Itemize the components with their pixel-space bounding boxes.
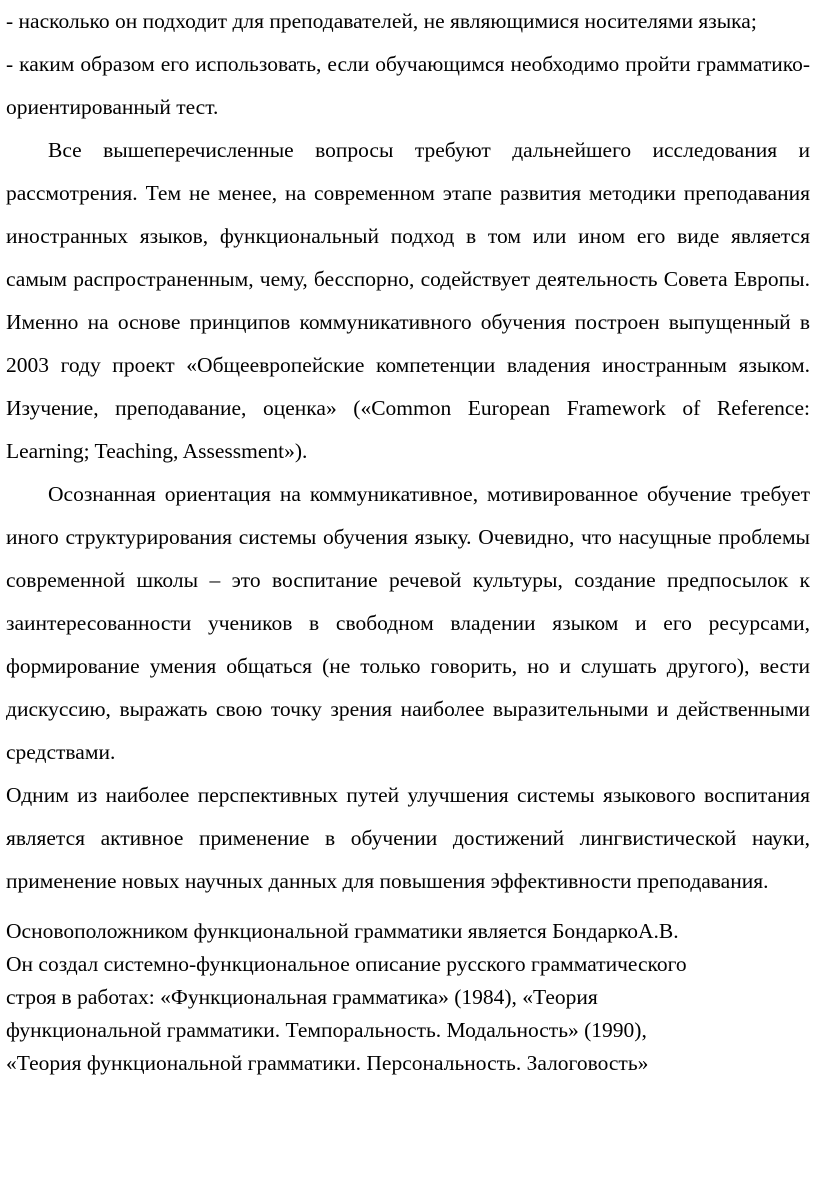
- closing-line: Основоположником функциональной грамматики является БондаркоА.В.: [6, 919, 679, 943]
- closing-line: функциональной грамматики. Темпоральность. Модальность» (1990),: [6, 1018, 647, 1042]
- closing-line: «Теория функциональной грамматики. Персональность. Залоговость»: [6, 1051, 649, 1075]
- list-item: - насколько он подходит для преподавателей, не являющимися носителями языка;: [6, 9, 757, 33]
- list-item: - каким образом его использовать, если обучающимся необходимо пройти грамматико-ориентированный тест.: [6, 52, 810, 119]
- closing-block: [6, 915, 810, 1080]
- document-body: [6, 0, 810, 903]
- closing-line: Он создал системно-функциональное описание русского грамматического: [6, 952, 687, 976]
- paragraph: Осознанная ориентация на коммуникативное, мотивированное обучение требует иного структурирования системы обучения языку. Очевидно, что насущные проблемы современной школы – это воспитание речевой культуры, создание предпосылок к заинтересованности учеников в свободном владении языком и его ресурсами, формирование умения общаться (не только говорить, но и слушать другого), вести дискуссию, выражать свою точку зрения наиболее выразительными и действенными средствами.: [6, 482, 810, 764]
- closing-line: строя в работах: «Функциональная грамматика» (1984), «Теория: [6, 985, 598, 1009]
- paragraph: Все вышеперечисленные вопросы требуют дальнейшего исследования и рассмотрения. Тем не менее, на современном этапе развития методики преподавания иностранных языков, функциональный подход в том или ином его виде является самым распространенным, чему, бесспорно, содействует деятельность Совета Европы. Именно на основе принципов коммуникативного обучения построен выпущенный в 2003 году проект «Общеевропейские компетенции владения иностранным языком. Изучение, преподавание, оценка» («Common European Framework of Reference: Learning; Teaching, Assessment»).: [6, 138, 810, 463]
- paragraph: Одним из наиболее перспективных путей улучшения системы языкового воспитания является активное применение в обучении достижений лингвистической науки, применение новых научных данных для повышения эффективности преподавания.: [6, 783, 810, 893]
